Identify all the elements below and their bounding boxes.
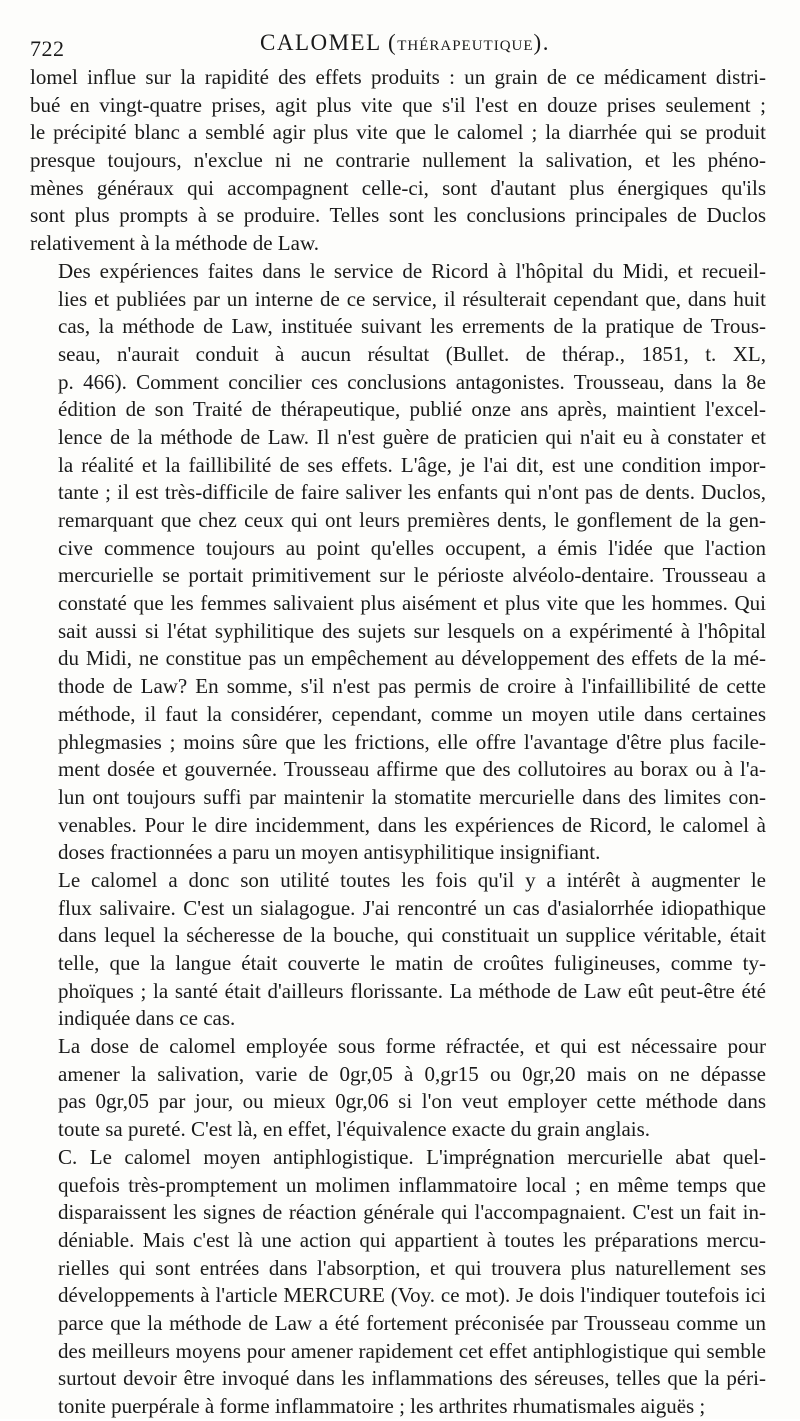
text-line: amener la salivation, varie de 0gr,05 à 0,gr15 ou 0gr,20 mais on ne dépasse — [58, 1061, 766, 1086]
text-line: telle, que la langue était couverte le matin de croûtes fuligineuses, comme ty- — [58, 951, 766, 975]
running-title-main: CALOMEL ( — [260, 30, 398, 55]
text-line: La dose de calomel employée sous forme réfractée, et qui est nécessaire pour — [58, 1034, 766, 1059]
text-line: p. 466). Comment concilier ces conclusions antagonistes. Trousseau, dans la 8e — [58, 369, 766, 394]
text-line: remarquant que chez ceux qui ont leurs premières dents, le gonflement de la gen- — [58, 508, 766, 532]
text-line: lence de la méthode de Law. Il n'est guère de praticien qui n'ait eu à constater et — [58, 424, 766, 449]
text-line: Le calomel a donc son utilité toutes les fois qu'il y a intérêt à augmenter le — [58, 867, 766, 892]
text-line: flux salivaire. C'est un sialagogue. J'ai rencontré un cas d'asialorrhée idiopathique — [58, 895, 766, 920]
text-line: rielles qui sont entrées dans l'absorption, et qui trouvera plus naturellement ses — [58, 1255, 766, 1280]
text-line: mercurielle se portait primitivement sur le périoste alvéolo-dentaire. Trousseau a — [58, 563, 766, 588]
text-line: sait aussi si l'état syphilitique des sujets sur lesquels on a expérimenté à l'hôpital — [58, 618, 766, 643]
text-line: doses fractionnées a paru un moyen antisyphilitique insignifiant. — [58, 840, 601, 865]
text-line: le précipité blanc a semblé agir plus vite que le calomel ; la diarrhée qui se produit — [30, 120, 766, 145]
running-title-end: ). — [533, 30, 550, 55]
text-line: presque toujours, n'exclue ni ne contrarie nullement la salivation, et les phéno- — [30, 148, 766, 173]
paragraph — [30, 1033, 766, 1144]
text-line: tante ; il est très-difficile de faire saliver les enfants qui n'ont pas de dents. Duclos, — [58, 480, 766, 505]
text-line: cas, la méthode de Law, instituée suivant les errements de la pratique de Trous- — [58, 314, 766, 339]
text-line: relativement à la méthode de Law. — [30, 231, 320, 256]
text-line: lomel influe sur la rapidité des effets produits : un grain de ce médicament distri- — [30, 65, 766, 89]
text-line: disparaissent les signes de réaction générale qui l'accompagnaient. C'est un fait in- — [58, 1200, 766, 1225]
text-line: la réalité et la faillibilité de ses effets. L'âge, je l'ai dit, est une condition impor- — [58, 452, 766, 477]
text-line: surtout devoir être invoqué dans les inflammations des séreuses, telles que la péri- — [58, 1366, 766, 1391]
text-line: indiquée dans ce cas. — [58, 1006, 236, 1031]
text-line: tonite puerpérale à forme inflammatoire ; les arthrites rhumatismales aiguës ; — [58, 1394, 706, 1418]
text-line: toute sa pureté. C'est là, en effet, l'équivalence exacte du grain anglais. — [58, 1117, 651, 1142]
text-line: déniable. Mais c'est là une action qui appartient à toutes les préparations mercu- — [58, 1227, 766, 1252]
paragraph — [30, 1144, 766, 1421]
text-line: phlegmasies ; moins sûre que les frictions, elle offre l'avantage d'être plus facile- — [58, 729, 766, 754]
text-line: bué en vingt-quatre prises, agit plus vite que s'il l'est en douze prises seulement ; — [30, 92, 766, 117]
text-line: des meilleurs moyens pour amener rapidement cet effet antiphlogistique qui semble — [58, 1338, 766, 1363]
text-line: mènes généraux qui accompagnent celle-ci, sont d'autant plus énergiques qu'ils — [30, 175, 766, 200]
running-title — [260, 30, 550, 56]
text-line: pas 0gr,05 par jour, ou mieux 0gr,06 si l'on veut employer cette méthode dans — [58, 1089, 766, 1114]
text-line: phoïques ; la santé était d'ailleurs florissante. La méthode de Law eût peut-être été — [58, 978, 766, 1003]
paragraph — [30, 64, 766, 258]
paragraph — [30, 258, 766, 867]
text-line: quefois très-promptement un molimen inflammatoire local ; en même temps que — [58, 1172, 766, 1197]
body-text — [30, 64, 766, 1421]
page-number: 722 — [30, 36, 65, 61]
text-line: thode de Law? En somme, s'il n'est pas permis de croire à l'infaillibilité de cette — [58, 674, 766, 699]
text-line: sont plus prompts à se produire. Telles sont les conclusions principales de Duclos — [30, 203, 766, 228]
text-line: Des expériences faites dans le service de Ricord à l'hôpital du Midi, et recueil- — [58, 258, 766, 283]
text-line: lies et publiées par un interne de ce service, il résulterait cependant que, dans huit — [58, 286, 766, 311]
paragraph — [30, 867, 766, 1033]
running-title-subtitle: THÉRAPEUTIQUE — [397, 38, 534, 54]
text-line: venables. Pour le dire incidemment, dans les expériences de Ricord, le calomel à — [58, 812, 766, 837]
text-line: ment dosée et gouvernée. Trousseau affirme que des collutoires au borax ou à l'a- — [58, 757, 766, 782]
text-line: lun ont toujours suffi par maintenir la stomatite mercurielle dans des limites con- — [58, 784, 766, 809]
running-header — [30, 30, 780, 66]
text-line: méthode, il faut la considérer, cependant, comme un moyen utile dans certaines — [58, 701, 766, 726]
text-line: du Midi, ne constitue pas un empêchement au développement des effets de la mé- — [58, 646, 766, 671]
text-line: édition de son Traité de thérapeutique, publié onze ans après, maintient l'excel- — [58, 397, 766, 422]
text-line: seau, n'aurait conduit à aucun résultat (Bullet. de thérap., 1851, t. XL, — [58, 341, 766, 366]
text-line: cive commence toujours au point qu'elles occupent, a émis l'idée que l'action — [58, 535, 766, 560]
text-line: constaté que les femmes salivaient plus aisément et plus vite que les hommes. Qui — [58, 591, 766, 616]
text-line: parce que la méthode de Law a été fortement préconisée par Trousseau comme un — [58, 1310, 766, 1335]
text-line: développements à l'article MERCURE (Voy. ce mot). Je dois l'indiquer toutefois ici — [58, 1283, 766, 1308]
text-line: C. Le calomel moyen antiphlogistique. L'imprégnation mercurielle abat quel- — [58, 1144, 766, 1169]
text-line: dans lequel la sécheresse de la bouche, qui constituait un supplice véritable, était — [58, 923, 766, 948]
